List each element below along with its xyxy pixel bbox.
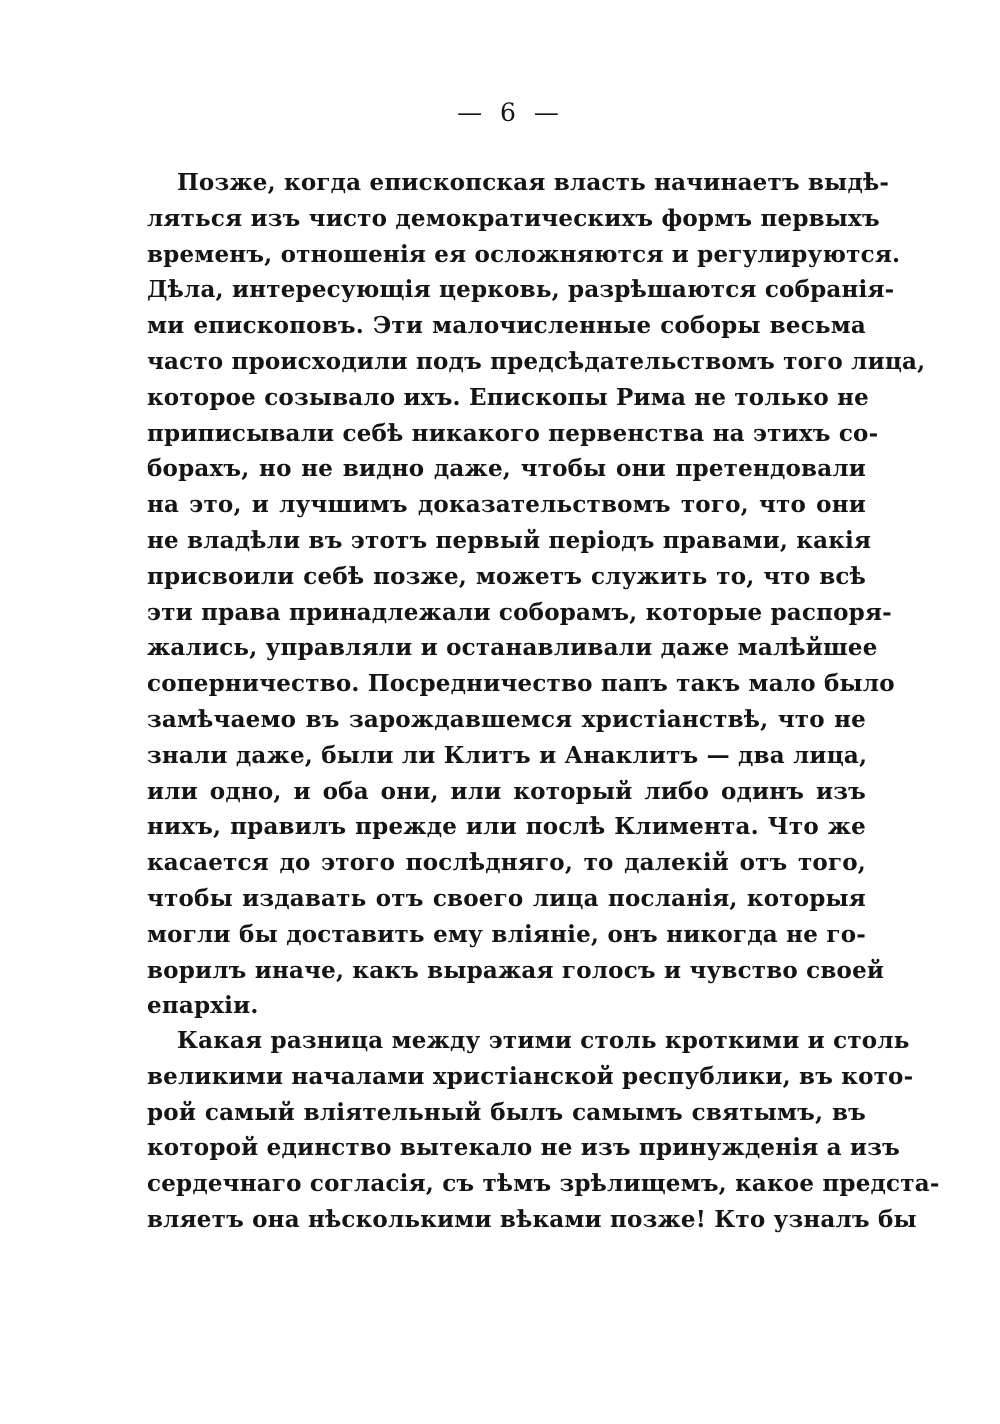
- paragraph-2: [147, 1023, 940, 1238]
- page-number-header: [0, 98, 1000, 127]
- text-line: борахъ, но не видно даже, чтобы они претендовали: [147, 455, 866, 483]
- text-line: замѣчаемо въ зарождавшемся христіанствѣ, что не: [147, 705, 866, 733]
- text-line: рой самый вліятельный былъ самымъ святымъ, въ: [147, 1098, 866, 1126]
- paragraph-1: [147, 165, 926, 1024]
- text-line: могли бы доставить ему вліяніе, онъ никогда не го-: [147, 920, 866, 948]
- text-line: которой единство вытекало не изъ принужденія а изъ: [147, 1134, 900, 1162]
- text-line: епархіи.: [147, 992, 259, 1020]
- left-dash: —: [457, 98, 485, 127]
- text-line: или одно, и оба они, или который либо одинъ изъ: [147, 777, 866, 805]
- text-line: Позже, когда епископская власть начинаетъ выдѣ-: [177, 169, 890, 196]
- text-line: приписывали себѣ никакого первенства на этихъ со-: [147, 419, 879, 447]
- text-line: не владѣли въ этотъ первый періодъ правами, какія: [147, 526, 872, 554]
- text-line: жались, управляли и останавливали даже малѣйшее: [147, 634, 878, 662]
- text-line: ворилъ иначе, какъ выражая голосъ и чувство своей: [147, 956, 885, 984]
- text-line: Дѣла, интересующія церковь, разрѣшаются собранія-: [147, 276, 895, 304]
- text-line: Какая разница между этими столь кроткими и столь: [177, 1027, 910, 1054]
- text-line: знали даже, были ли Клитъ и Анаклитъ — два лица,: [147, 741, 868, 769]
- text-line: ляться изъ чисто демократическихъ формъ первыхъ: [147, 204, 880, 232]
- text-line: которое созывало ихъ. Епископы Рима не только не: [147, 383, 870, 411]
- right-dash: —: [533, 98, 561, 127]
- text-line: соперничество. Посредничество папъ такъ мало было: [147, 670, 895, 698]
- page-number: 6: [500, 98, 518, 127]
- text-line: великими началами христіанской республики, въ кото-: [147, 1062, 914, 1090]
- text-line: касается до этого послѣдняго, то далекій отъ того,: [147, 849, 866, 877]
- text-line: на это, и лучшимъ доказательствомъ того, что они: [147, 491, 866, 519]
- text-line: временъ, отношенія ея осложняются и регулируются.: [147, 240, 901, 268]
- text-line: чтобы издавать отъ своего лица посланія, которыя: [147, 884, 866, 912]
- text-line: сердечнаго согласія, съ тѣмъ зрѣлищемъ, какое предста-: [147, 1170, 940, 1198]
- text-line: ми епископовъ. Эти малочисленные соборы весьма: [147, 312, 866, 340]
- text-line: часто происходили подъ предсѣдательствомъ того лица,: [147, 347, 926, 375]
- text-line: вляетъ она нѣсколькими вѣками позже! Кто узналъ бы: [147, 1205, 917, 1233]
- text-line: присвоили себѣ позже, можетъ служить то, что всѣ: [147, 562, 866, 590]
- text-line: эти права принадлежали соборамъ, которые распоря-: [147, 598, 892, 626]
- text-line: нихъ, правилъ прежде или послѣ Климента. Что же: [147, 813, 866, 841]
